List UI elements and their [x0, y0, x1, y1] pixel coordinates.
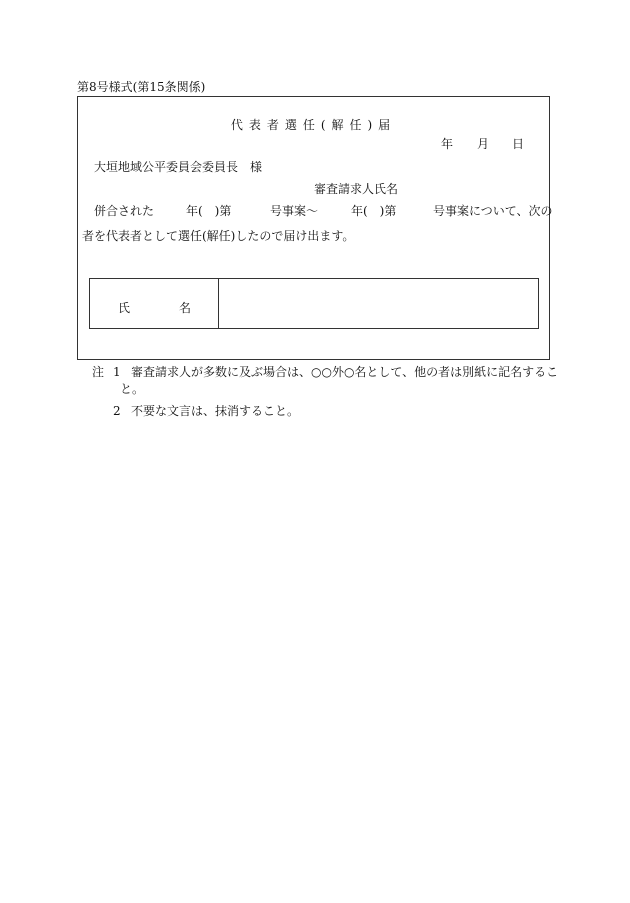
name-label-char1: 氏 [118, 301, 131, 315]
body-segment-year1: 年( )第 [186, 204, 232, 218]
date-day-label: 日 [512, 137, 525, 151]
addressee: 大垣地域公平委員会委員長 様 [94, 160, 263, 174]
body-text-line2: 者を代表者として選任(解任)したので届け出ます。 [82, 229, 355, 243]
note-text: 不要な文言は、抹消すること。 [131, 404, 300, 418]
name-table [89, 278, 539, 329]
date-month-label: 月 [477, 137, 490, 151]
body-segment-case2: 号事案について、次の [433, 204, 553, 218]
note-number: 2 [113, 404, 121, 418]
note-number: 1 [113, 365, 121, 379]
date-year-label: 年 [441, 137, 454, 151]
notes-heading: 注 [92, 365, 105, 379]
body-segment-year2: 年( )第 [351, 204, 397, 218]
body-segment-merged: 併合された [94, 204, 155, 218]
name-label-cell [90, 279, 219, 328]
name-value-cell[interactable] [219, 279, 538, 328]
name-label-char2: 名 [179, 301, 192, 315]
applicant-name-label: 審査請求人氏名 [314, 182, 399, 196]
note-text-continuation: と。 [120, 382, 145, 396]
note-text: 審査請求人が多数に及ぶ場合は、○○外○名として、他の者は別紙に記名するこ [131, 365, 559, 379]
body-segment-case1: 号事案〜 [270, 204, 319, 218]
form-number-label: 第8号様式(第15条関係) [77, 80, 206, 94]
document-title: 代表者選任(解任)届 [230, 118, 397, 132]
